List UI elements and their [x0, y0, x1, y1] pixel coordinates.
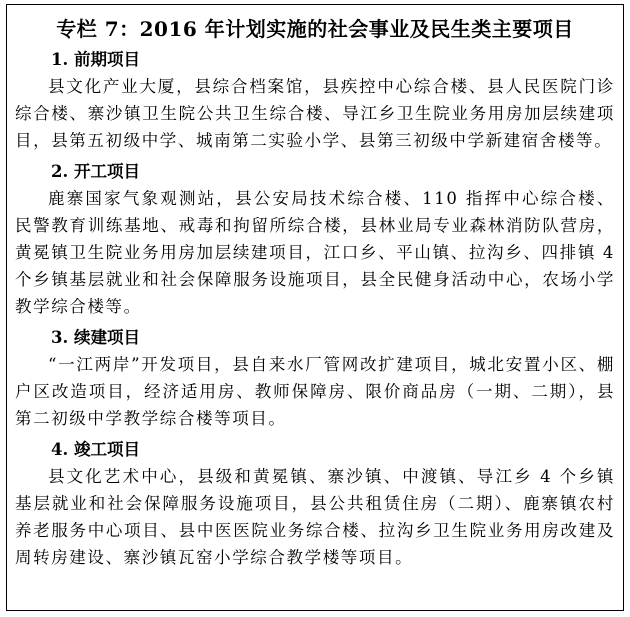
column-title: 专栏 7：2016 年计划实施的社会事业及民生类主要项目: [56, 17, 574, 41]
section-heading: 4. 竣工项目: [51, 440, 140, 459]
section-text: 鹿寨国家气象观测站，县公安局技术综合楼、110 指挥中心综合楼、民警教育训练基地、戒毒和拘留所综合楼，县林业局专业森林消防队营房，黄冕镇卫生院业务用房加层续建项目，江口乡、平山镇、拉沟乡、四排镇 4 个乡镇基层就业和社会保障服务设施项目，县全民健身活动中心，农场小学教学综合楼等。: [15, 189, 615, 316]
section-heading: 3. 续建项目: [51, 328, 140, 347]
column-box: [6, 4, 624, 611]
section-heading: 2. 开工项目: [51, 162, 140, 181]
section-commencement: [7, 158, 623, 320]
section-text: 县文化产业大厦，县综合档案馆，县疾控中心综合楼、县人民医院门诊综合楼、寨沙镇卫生院公共卫生综合楼、导江乡卫生院业务用房加层续建项目，县第五初级中学、城南第二实验小学、县第三初级中学新建宿舍楼等。: [15, 77, 615, 150]
section-text: 县文化艺术中心，县级和黄冕镇、寨沙镇、中渡镇、导江乡 4 个乡镇基层就业和社会保障服务设施项目，县公共租赁住房（二期）、鹿寨镇农村养老服务中心项目、县中医医院业务综合楼、拉沟乡卫生院业务用房改建及周转房建设、寨沙镇瓦窑小学综合教学楼等项目。: [15, 467, 615, 567]
section-heading: 1. 前期项目: [51, 50, 140, 69]
section-continuing: [7, 324, 623, 432]
section-completion: [7, 436, 623, 571]
section-text: “一江两岸”开发项目，县自来水厂管网改扩建项目，城北安置小区、棚户区改造项目，经济适用房、教师保障房、限价商品房（一期、二期），县第二初级中学教学综合楼等项目。: [15, 355, 615, 428]
section-preliminary: [7, 46, 623, 154]
